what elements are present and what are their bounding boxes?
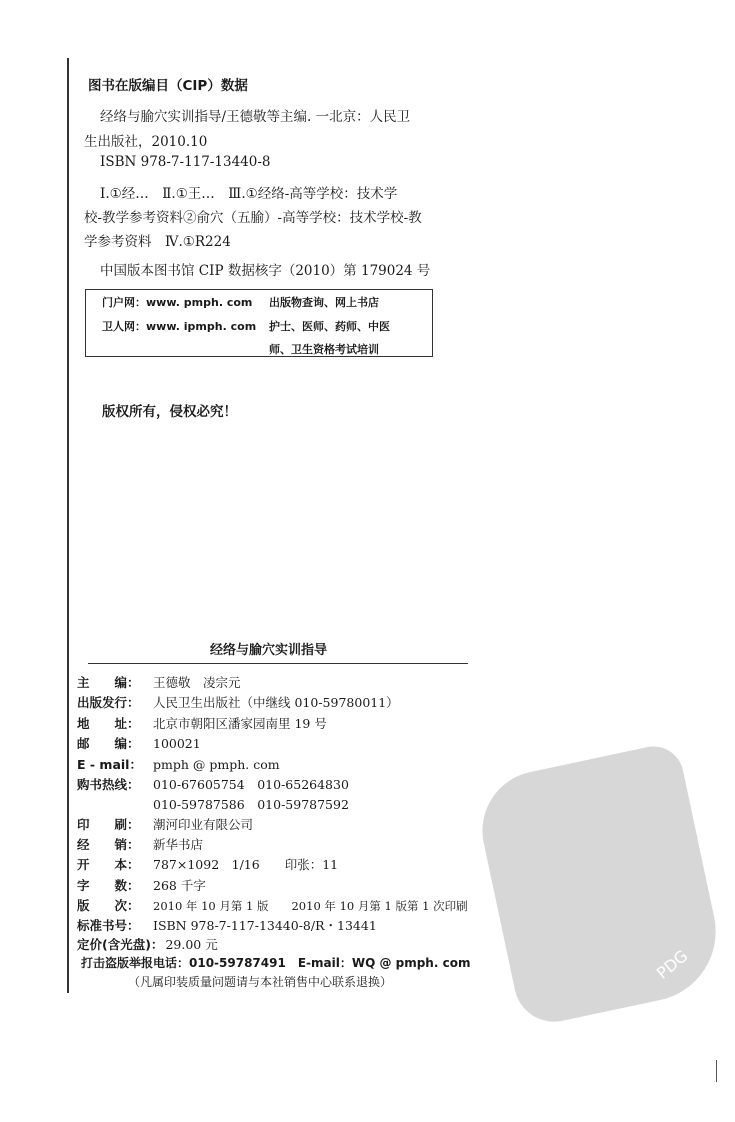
colophon-row: 字 数： 268 千字 xyxy=(77,878,206,893)
colophon-row: 标准书号： ISBN 978-7-117-13440-8/R・13441 xyxy=(77,918,377,933)
cip-line: 校-教学参考资料②俞穴（五腧）-高等学校：技术学校-教 xyxy=(84,210,422,226)
cip-line: 学参考资料 Ⅳ.①R224 xyxy=(84,234,231,250)
piracy-hotline: 打击盗版举报电话：010-59787491 E-mail：WQ @ pmph. com xyxy=(81,956,471,970)
website-ipmph-desc: 护士、医师、药师、中医 xyxy=(269,320,390,333)
cip-heading: 图书在版编目（CIP）数据 xyxy=(88,78,248,94)
title-rule xyxy=(88,663,468,664)
colophon-row: 010-59787586 010-59787592 xyxy=(153,797,349,812)
cip-record: 中国版本图书馆 CIP 数据核字（2010）第 179024 号 xyxy=(100,263,431,279)
colophon-row: 开 本： 787×1092 1/16 印张：11 xyxy=(77,857,339,872)
colophon-row: 出版发行： 人民卫生出版社（中继线 010-59780011） xyxy=(77,695,399,710)
colophon-row: 购书热线： 010-67605754 010-65264830 xyxy=(77,777,349,792)
colophon-row: 经 销： 新华书店 xyxy=(77,837,204,852)
colophon-row: 地 址： 北京市朝阳区潘家园南里 19 号 xyxy=(77,716,327,731)
watermark-seal xyxy=(471,741,728,1029)
colophon-title: 经络与腧穴实训指导 xyxy=(210,643,328,658)
colophon-row: 邮 编： 100021 xyxy=(77,736,201,751)
website-portal: 门户网：www. pmph. com xyxy=(102,296,253,309)
colophon-row: E - mail： pmph @ pmph. com xyxy=(77,757,280,772)
copyright-notice: 版权所有，侵权必究！ xyxy=(102,404,237,420)
colophon-row: 定价(含光盘)： 29.00 元 xyxy=(77,937,218,952)
watermark-text: PDG xyxy=(652,946,692,983)
website-ipmph-desc2: 师、卫生资格考试培训 xyxy=(269,343,379,356)
return-notice: （凡属印装质量问题请与本社销售中心联系退换） xyxy=(128,975,393,989)
margin-line xyxy=(67,58,69,993)
colophon-row: 版 次： 2010 年 10 月第 1 版 2010 年 10 月第 1 版第 1 次印刷 xyxy=(77,898,468,913)
website-ipmph: 卫人网：www. ipmph. com xyxy=(102,320,257,333)
cip-line: 生出版社，2010.10 xyxy=(84,134,208,150)
website-portal-desc: 出版物查询、网上书店 xyxy=(269,296,379,309)
cip-line: Ⅰ.①经… Ⅱ.①王… Ⅲ.①经络-高等学校：技术学 xyxy=(100,186,398,202)
colophon-row: 主 编： 王德敬 凌宗元 xyxy=(77,675,241,690)
scan-mark xyxy=(716,1060,717,1082)
colophon-row: 印 刷： 潮河印业有限公司 xyxy=(77,817,254,832)
cip-line: 经络与腧穴实训指导/王德敬等主编. 一北京：人民卫 xyxy=(100,109,411,125)
cip-line: ISBN 978-7-117-13440-8 xyxy=(100,154,271,170)
